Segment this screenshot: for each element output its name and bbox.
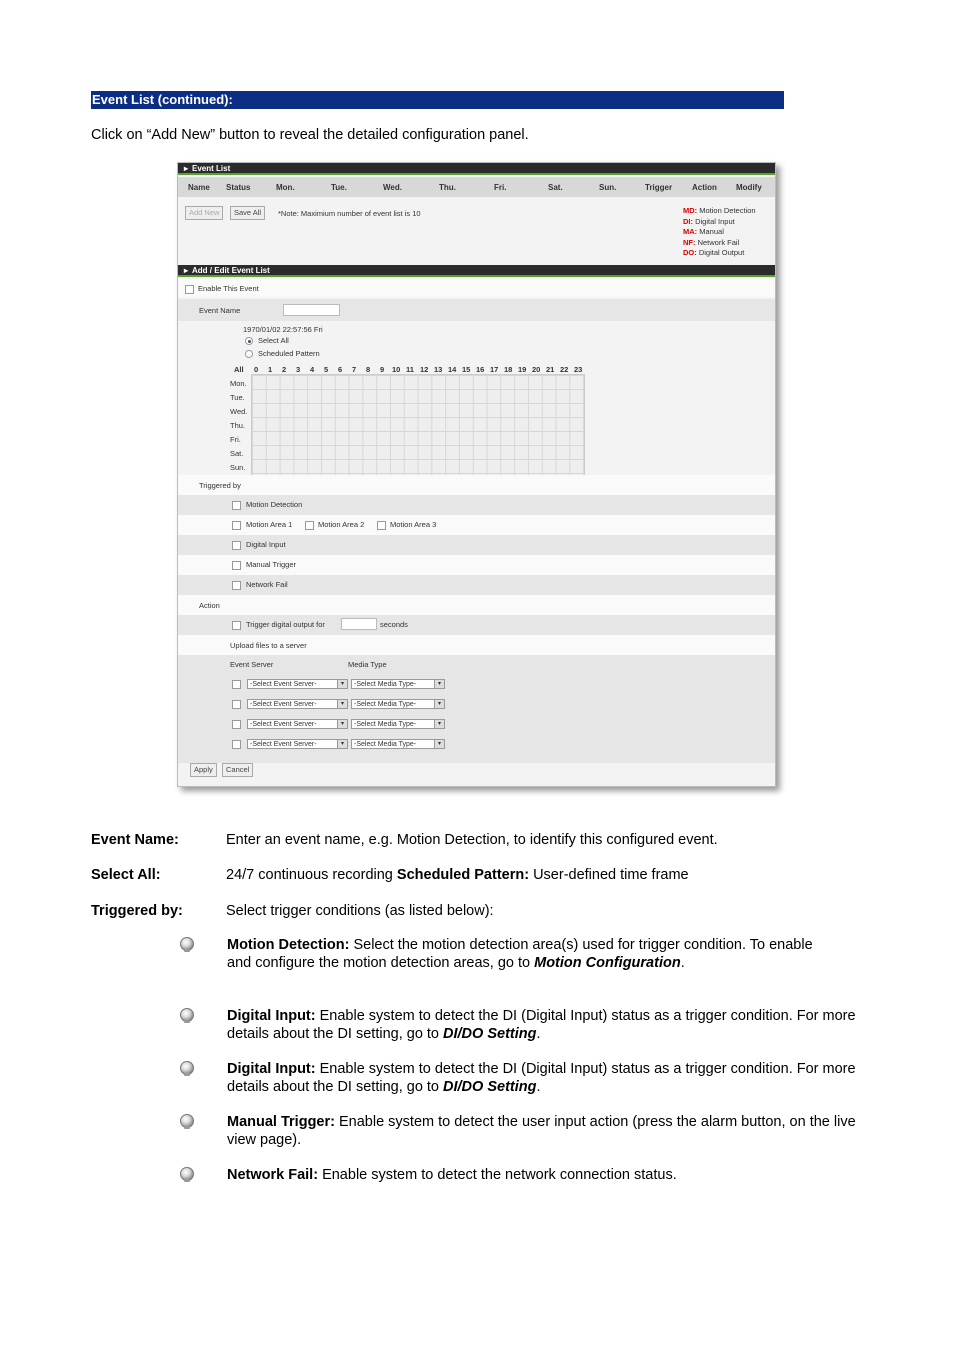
chevron-down-icon: ▾ xyxy=(337,720,347,728)
event-server-select[interactable]: -Select Event Server- ▾ xyxy=(247,699,348,709)
hour-label[interactable]: 12 xyxy=(420,365,429,374)
media-type-select[interactable]: -Select Media Type- ▾ xyxy=(351,679,445,689)
hour-label[interactable]: 8 xyxy=(366,365,371,374)
motion-detection-checkbox[interactable] xyxy=(232,501,241,510)
legend-item: DI: Digital Input xyxy=(683,216,735,226)
scheduled-pattern-radio[interactable] xyxy=(245,350,253,358)
event-name-label: Event Name xyxy=(199,306,241,315)
legend-item: MD: Motion Detection xyxy=(683,206,756,215)
hour-label[interactable]: 15 xyxy=(462,365,471,374)
col-tue: Tue. xyxy=(331,183,347,192)
hour-all[interactable]: All xyxy=(234,365,244,374)
hour-label[interactable]: 16 xyxy=(476,365,485,374)
desc-select-all: 24/7 continuous recording Scheduled Pattern: User-defined time frame xyxy=(226,867,689,883)
action-label: Action xyxy=(199,601,220,610)
enable-event-label: Enable This Event xyxy=(198,284,259,293)
manual-trigger-label: Manual Trigger xyxy=(246,560,297,569)
upload-row xyxy=(178,635,775,655)
triggered-by-label: Triggered by xyxy=(199,481,241,490)
manual-trigger-row xyxy=(178,555,775,575)
day-labels xyxy=(230,377,247,475)
day-label[interactable]: Sat. xyxy=(230,449,244,458)
term-triggered-by: Triggered by: xyxy=(91,903,183,919)
screenshot-panel xyxy=(177,162,776,787)
bullet-bulb-icon xyxy=(180,1008,194,1022)
col-trigger: Trigger xyxy=(645,183,673,192)
seconds-input[interactable] xyxy=(341,618,377,630)
bullet-digital-input-2: Digital Input: Enable system to detect the DI (Digital Input) status as a trigger condition. For more details about the DI setting, go to DI/DO Setting. xyxy=(227,1061,856,1095)
motion-area-2-checkbox[interactable] xyxy=(305,521,314,530)
bullet-network-fail: Network Fail: Enable system to detect the network connection status. xyxy=(227,1167,677,1183)
motion-detection-label: Motion Detection xyxy=(246,500,303,509)
motion-area-1-checkbox[interactable] xyxy=(232,521,241,530)
triggered-by-row xyxy=(178,475,775,495)
hour-label[interactable]: 1 xyxy=(268,365,273,374)
hour-label[interactable]: 13 xyxy=(434,365,443,374)
section-header: Event List (continued): xyxy=(91,91,784,109)
digital-input-label: Digital Input xyxy=(246,540,286,549)
upload-row-checkbox[interactable] xyxy=(232,720,241,729)
hour-label[interactable]: 3 xyxy=(296,365,301,374)
hour-label[interactable]: 5 xyxy=(324,365,329,374)
edit-event-bar[interactable] xyxy=(178,265,775,277)
note-text: *Note: Maximium number of event list is 10 xyxy=(278,209,421,218)
upload-row-checkbox[interactable] xyxy=(232,700,241,709)
event-server-select[interactable]: -Select Event Server- ▾ xyxy=(247,719,348,729)
col-modify: Modify xyxy=(736,183,762,192)
legend xyxy=(683,206,756,259)
col-mon: Mon. xyxy=(276,183,295,192)
enable-row xyxy=(178,279,775,297)
select-all-radio[interactable] xyxy=(245,337,253,345)
add-new-button[interactable]: Add New xyxy=(185,206,223,220)
chevron-down-icon: ▾ xyxy=(434,680,444,688)
upload-table xyxy=(178,655,775,763)
intro-text: Click on “Add New” button to reveal the detailed configuration panel. xyxy=(91,127,529,143)
upload-row-checkbox[interactable] xyxy=(232,740,241,749)
col-status: Status xyxy=(226,183,251,192)
save-all-button[interactable]: Save All xyxy=(230,206,265,220)
col-action: Action xyxy=(692,183,717,192)
column-header-row xyxy=(178,177,775,197)
bullet-digital-input: Digital Input: Enable system to detect the DI (Digital Input) status as a trigger condition. For more details about the DI setting, go to DI/DO Setting. xyxy=(227,1008,856,1042)
event-server-select[interactable]: -Select Event Server- ▾ xyxy=(247,739,348,749)
term-select-all: Select All: xyxy=(91,867,161,883)
chevron-down-icon: ▾ xyxy=(337,740,347,748)
media-type-header: Media Type xyxy=(348,660,387,669)
col-name: Name xyxy=(188,183,210,192)
hour-label[interactable]: 19 xyxy=(518,365,527,374)
cancel-button[interactable]: Cancel xyxy=(222,763,253,777)
media-type-select[interactable]: -Select Media Type- ▾ xyxy=(351,719,445,729)
motion-detection-row xyxy=(178,495,775,515)
legend-item: DO: Digital Output xyxy=(683,248,745,257)
hour-label[interactable]: 10 xyxy=(392,365,401,374)
day-label[interactable]: Wed. xyxy=(230,407,248,416)
apply-button[interactable]: Apply xyxy=(190,763,217,777)
motion-area-2-label: Motion Area 2 xyxy=(318,520,365,529)
bullet-bulb-icon xyxy=(180,1167,194,1181)
media-type-select[interactable]: -Select Media Type- ▾ xyxy=(351,699,445,709)
network-fail-row xyxy=(178,575,775,595)
col-wed: Wed. xyxy=(383,183,402,192)
hour-label[interactable]: 2 xyxy=(282,365,287,374)
day-label[interactable]: Fri. xyxy=(230,435,241,444)
trigger-do-row xyxy=(178,615,775,635)
col-sat: Sat. xyxy=(548,183,563,192)
network-fail-checkbox[interactable] xyxy=(232,581,241,590)
event-server-select[interactable]: -Select Event Server- ▾ xyxy=(247,679,348,689)
bullet-bulb-icon xyxy=(180,1061,194,1075)
motion-area-3-label: Motion Area 3 xyxy=(390,520,437,529)
enable-event-checkbox[interactable] xyxy=(185,285,194,294)
upload-row-checkbox[interactable] xyxy=(232,680,241,689)
legend-item: NF: Network Fail xyxy=(683,237,740,247)
hour-label[interactable]: 0 xyxy=(254,365,259,374)
expand-arrow-icon: ▸ xyxy=(184,164,189,173)
desc-event-name: Enter an event name, e.g. Motion Detection, to identify this configured event. xyxy=(226,832,718,848)
event-name-row xyxy=(178,299,775,321)
media-type-select[interactable]: -Select Media Type- ▾ xyxy=(351,739,445,749)
hour-label[interactable]: 18 xyxy=(504,365,513,374)
term-event-name: Event Name: xyxy=(91,832,179,848)
timestamp: 1970/01/02 22:57:56 Fri xyxy=(243,325,323,334)
bullet-manual-trigger: Manual Trigger: Enable system to detect the user input action (press the alarm button, on the live view page). xyxy=(227,1114,856,1148)
chevron-down-icon: ▾ xyxy=(434,700,444,708)
digital-input-checkbox[interactable] xyxy=(232,541,241,550)
event-list-title: Event List xyxy=(192,164,231,173)
hour-label[interactable]: 20 xyxy=(532,365,541,374)
select-all-label: Select All xyxy=(258,336,289,345)
motion-area-row xyxy=(178,515,775,535)
trigger-do-label: Trigger digital output for xyxy=(246,620,325,629)
hour-label[interactable]: 23 xyxy=(574,365,583,374)
motion-area-1-label: Motion Area 1 xyxy=(246,520,293,529)
hour-label[interactable]: 14 xyxy=(448,365,457,374)
bullet-bulb-icon xyxy=(180,1114,194,1128)
motion-area-3-checkbox[interactable] xyxy=(377,521,386,530)
hour-label[interactable]: 21 xyxy=(546,365,555,374)
hour-label[interactable]: 7 xyxy=(352,365,357,374)
expand-arrow-icon: ▸ xyxy=(184,266,189,275)
hour-label[interactable]: 11 xyxy=(406,365,414,374)
day-label[interactable]: Mon. xyxy=(230,379,247,388)
upload-label: Upload files to a server xyxy=(230,641,307,650)
chevron-down-icon: ▾ xyxy=(337,680,347,688)
scheduled-pattern-label: Scheduled Pattern xyxy=(258,349,320,358)
day-label[interactable]: Thu. xyxy=(230,421,246,430)
hour-label[interactable]: 9 xyxy=(380,365,385,374)
digital-input-row xyxy=(178,535,775,555)
schedule-grid[interactable] xyxy=(251,374,585,476)
action-row xyxy=(178,595,775,615)
trigger-do-checkbox[interactable] xyxy=(232,621,241,630)
day-label[interactable]: Sun. xyxy=(230,463,246,472)
hour-label[interactable]: 22 xyxy=(560,365,569,374)
hour-label[interactable]: 6 xyxy=(338,365,343,374)
edit-event-title: Add / Edit Event List xyxy=(192,266,270,275)
legend-item: MA: Manual xyxy=(683,227,724,236)
bullet-motion-detection: Motion Detection: Select the motion detection area(s) used for trigger condition. To enable and configure the motion detection areas, go to Motion Configuration. xyxy=(227,937,813,971)
col-thu: Thu. xyxy=(439,183,456,192)
chevron-down-icon: ▾ xyxy=(337,700,347,708)
hour-label[interactable]: 17 xyxy=(490,365,499,374)
bullet-bulb-icon xyxy=(180,937,194,951)
day-label[interactable]: Tue. xyxy=(230,393,245,402)
seconds-label: seconds xyxy=(380,620,408,629)
manual-trigger-checkbox[interactable] xyxy=(232,561,241,570)
desc-triggered-by: Select trigger conditions (as listed below): xyxy=(226,903,494,919)
event-server-header: Event Server xyxy=(230,660,274,669)
col-fri: Fri. xyxy=(494,183,507,192)
network-fail-label: Network Fail xyxy=(246,580,288,589)
chevron-down-icon: ▾ xyxy=(434,720,444,728)
event-list-bar[interactable] xyxy=(178,163,775,175)
hour-label[interactable]: 4 xyxy=(310,365,315,374)
col-sun: Sun. xyxy=(599,183,617,192)
chevron-down-icon: ▾ xyxy=(434,740,444,748)
event-name-input[interactable] xyxy=(283,304,340,316)
